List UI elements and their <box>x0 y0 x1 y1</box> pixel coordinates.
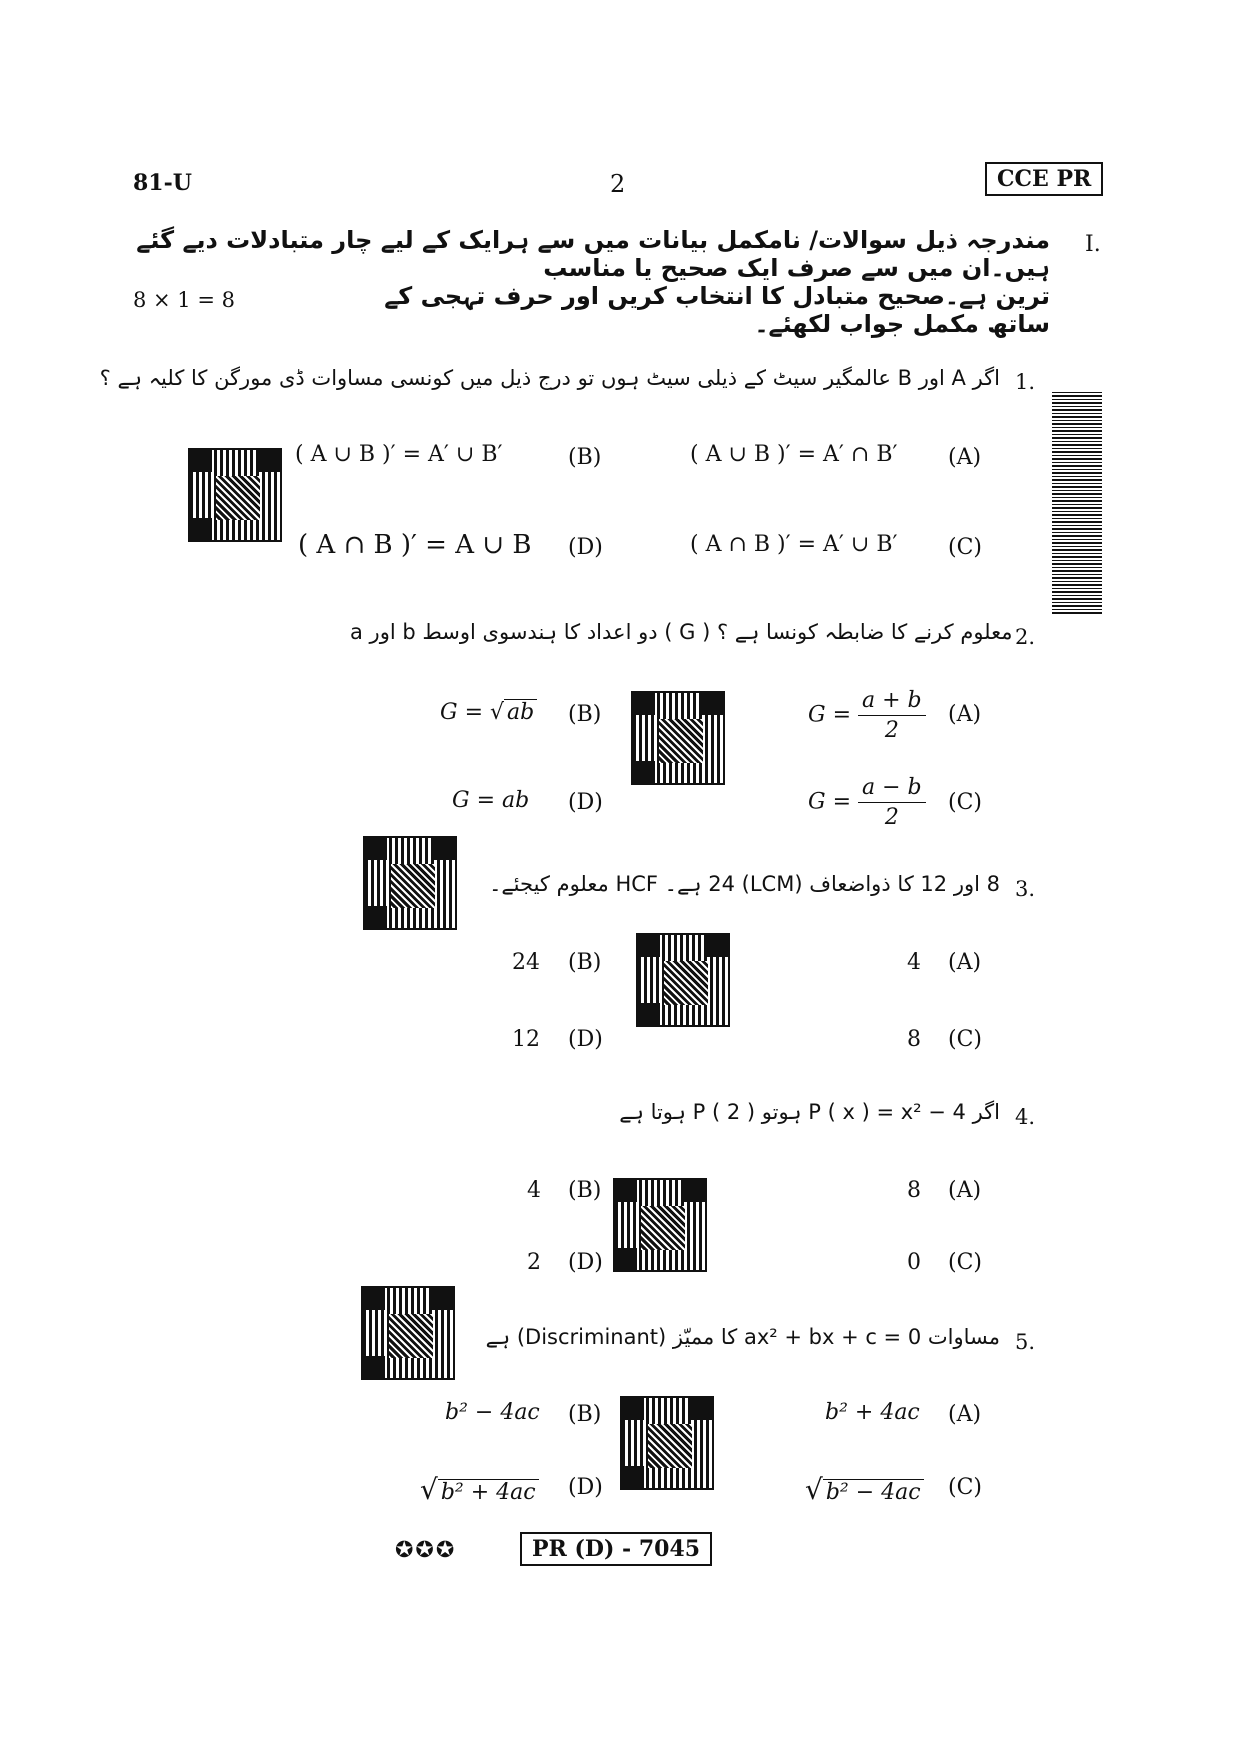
option-value: ( A ∩ B )′ = A ∪ B <box>298 530 532 560</box>
qr-code-icon <box>622 1398 712 1488</box>
denominator: 2 <box>884 718 899 743</box>
option-value: ( A ∩ B )′ = A′ ∪ B′ <box>690 532 898 557</box>
decorative-stars: ✪✪✪ <box>395 1538 457 1563</box>
option-value: b² − 4ac <box>445 1400 540 1425</box>
option-value: 4 <box>907 950 921 975</box>
option-value: b² + 4ac <box>825 1400 920 1425</box>
qr-code-icon <box>633 693 723 783</box>
radicand: b² − 4ac <box>823 1479 924 1505</box>
instruction-line1: مندرجہ ذیل سوالات/ نامکمل بیانات میں سے ہرایک کے لیے چار متبادلات دیے گئے ہیں۔ان میں سے صرف ایک صحیح یا مناسب <box>136 226 1050 282</box>
option-value: √ b² + 4ac <box>420 1473 539 1506</box>
formula-lhs: G = <box>808 789 852 815</box>
page-number: 2 <box>610 170 626 198</box>
numerator: a − b <box>858 775 926 803</box>
option-value: √ b² − 4ac <box>805 1473 924 1506</box>
question-number: 2. <box>1015 625 1036 649</box>
question-text: 8 اور 12 کا ذواضعاف (LCM) 24 ہے۔ HCF معلوم کیجئے۔ <box>489 872 1000 896</box>
paper-code-right: CCE PR <box>985 162 1103 196</box>
option-value: 8 <box>907 1027 921 1052</box>
option-value <box>808 688 926 743</box>
qr-code-icon <box>363 1288 453 1378</box>
question-text: مساوات ax² + bx + c = 0 کا ممیّز (Discriminant) ہے <box>485 1325 1000 1349</box>
qr-code-icon <box>190 450 280 540</box>
option-value: ( A ∪ B )′ = A′ ∪ B′ <box>295 442 503 467</box>
question-number: 4. <box>1015 1105 1036 1129</box>
formula-lhs: G = <box>808 702 852 728</box>
paper-code-left: 81-U <box>133 170 192 196</box>
barcode <box>1052 392 1102 614</box>
question-number: 5. <box>1015 1330 1036 1354</box>
radicand: b² + 4ac <box>438 1479 539 1505</box>
option-label: (B) <box>568 702 602 727</box>
question-text: اگر A اور B عالمگیر سیٹ کے ذیلی سیٹ ہوں تو درج ذیل میں کونسی مساوات ڈی مورگن کا کلیہ ہے ؟ <box>99 366 1000 390</box>
option-value: G = ab <box>452 788 530 813</box>
formula-lhs: G = <box>440 700 484 725</box>
option-label: (B) <box>568 1178 602 1203</box>
option-label: (D) <box>568 790 603 815</box>
option-value <box>808 775 926 830</box>
option-label: (C) <box>948 535 982 560</box>
option-value: 4 <box>527 1178 541 1203</box>
radicand: ab <box>504 699 537 725</box>
instruction-line2: ترین ہے۔صحیح متبادل کا انتخاب کریں اور حرف تہجی کے ساتھ مکمل جواب لکھئے۔ <box>384 282 1050 338</box>
denominator: 2 <box>884 805 899 830</box>
footer-paper-code: PR (D) - 7045 <box>520 1532 712 1566</box>
option-label: (A) <box>948 1402 982 1427</box>
option-label: (C) <box>948 790 982 815</box>
fraction <box>858 775 926 830</box>
option-label: (A) <box>948 1178 982 1203</box>
qr-code-icon <box>638 935 728 1025</box>
option-value: 0 <box>907 1250 921 1275</box>
option-value: 12 <box>512 1027 540 1052</box>
option-value: 24 <box>512 950 540 975</box>
fraction <box>858 688 926 743</box>
option-label: (B) <box>568 445 602 470</box>
option-label: (C) <box>948 1027 982 1052</box>
option-label: (D) <box>568 1475 603 1500</box>
option-label: (D) <box>568 535 603 560</box>
option-label: (C) <box>948 1250 982 1275</box>
section-marks: 8 × 1 = 8 <box>133 288 235 312</box>
section-roman: I. <box>1085 232 1101 257</box>
option-label: (A) <box>948 445 982 470</box>
qr-code-icon <box>615 1180 705 1270</box>
option-label: (B) <box>568 1402 602 1427</box>
option-value: 2 <box>527 1250 541 1275</box>
question-number: 3. <box>1015 877 1036 901</box>
option-label: (A) <box>948 950 982 975</box>
option-label: (C) <box>948 1475 982 1500</box>
option-value: 8 <box>907 1178 921 1203</box>
option-label: (B) <box>568 950 602 975</box>
option-value: G = √ ab <box>440 700 537 725</box>
question-text: اگر P ( x ) = x² − 4 ہوتو P ( 2 ) ہوتا ہے <box>619 1100 1000 1124</box>
option-label: (D) <box>568 1250 603 1275</box>
option-label: (D) <box>568 1027 603 1052</box>
option-label: (A) <box>948 702 982 727</box>
question-number: 1. <box>1015 370 1036 394</box>
numerator: a + b <box>858 688 926 716</box>
qr-code-icon <box>365 838 455 928</box>
question-text: a اور b دو اعداد کا ہندسوی اوسط ( G ) معلوم کرنے کا ضابطہ کونسا ہے ؟ <box>350 620 1013 644</box>
option-value: ( A ∪ B )′ = A′ ∩ B′ <box>690 442 898 467</box>
